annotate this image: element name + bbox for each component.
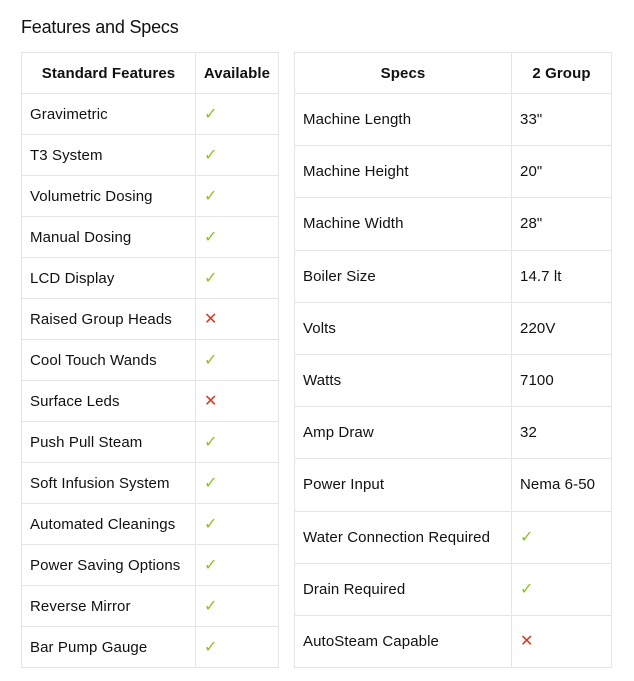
features-header-row: [22, 53, 279, 94]
spec-value: Nema 6-50: [512, 459, 612, 511]
feature-row: [22, 217, 279, 258]
feature-name: Manual Dosing: [22, 217, 196, 258]
page-title: Features and Specs: [21, 17, 179, 37]
spec-row: [295, 354, 612, 406]
feature-availability: [196, 422, 279, 463]
feature-name: Surface Leds: [22, 381, 196, 422]
checkmark-icon: ✓: [204, 269, 218, 287]
cross-icon: ✕: [204, 392, 218, 410]
feature-availability: [196, 463, 279, 504]
group-column-header: 2 Group: [512, 53, 612, 94]
spec-value: 14.7 lt: [512, 250, 612, 302]
spec-row: [295, 563, 612, 615]
checkmark-icon: ✓: [204, 146, 218, 164]
feature-row: [22, 94, 279, 135]
feature-row: [22, 381, 279, 422]
feature-availability: [196, 586, 279, 627]
available-column-header: Available: [196, 53, 279, 94]
spec-value: 20": [512, 146, 612, 198]
feature-row: [22, 463, 279, 504]
feature-row: [22, 586, 279, 627]
checkmark-icon: ✓: [204, 228, 218, 246]
spec-name: Machine Width: [295, 198, 512, 250]
feature-name: Power Saving Options: [22, 545, 196, 586]
spec-row: [295, 250, 612, 302]
checkmark-icon: ✓: [204, 105, 218, 123]
specs-column-header: Specs: [295, 53, 512, 94]
feature-name: Automated Cleanings: [22, 504, 196, 545]
feature-name: Gravimetric: [22, 94, 196, 135]
checkmark-icon: ✓: [520, 580, 534, 598]
specs-header-row: [295, 53, 612, 94]
feature-name: Soft Infusion System: [22, 463, 196, 504]
checkmark-icon: ✓: [204, 433, 218, 451]
spec-name: Machine Height: [295, 146, 512, 198]
feature-availability: [196, 504, 279, 545]
cross-icon: ✕: [520, 632, 534, 650]
feature-name: LCD Display: [22, 258, 196, 299]
cross-icon: ✕: [204, 310, 218, 328]
feature-row: [22, 627, 279, 668]
features-table: [21, 52, 279, 668]
spec-name: Volts: [295, 302, 512, 354]
spec-name: AutoSteam Capable: [295, 615, 512, 667]
feature-name: Reverse Mirror: [22, 586, 196, 627]
feature-availability: [196, 135, 279, 176]
spec-name: Drain Required: [295, 563, 512, 615]
feature-availability: [196, 217, 279, 258]
spec-value: 28": [512, 198, 612, 250]
checkmark-icon: ✓: [204, 638, 218, 656]
spec-name: Power Input: [295, 459, 512, 511]
feature-row: [22, 135, 279, 176]
checkmark-icon: ✓: [204, 597, 218, 615]
feature-row: [22, 258, 279, 299]
checkmark-icon: ✓: [204, 515, 218, 533]
feature-name: Cool Touch Wands: [22, 340, 196, 381]
feature-row: [22, 176, 279, 217]
feature-row: [22, 340, 279, 381]
spec-name: Machine Length: [295, 94, 512, 146]
feature-availability: [196, 258, 279, 299]
spec-row: [295, 94, 612, 146]
feature-name: Bar Pump Gauge: [22, 627, 196, 668]
feature-row: [22, 545, 279, 586]
spec-row: [295, 459, 612, 511]
feature-row: [22, 504, 279, 545]
spec-row: [295, 407, 612, 459]
checkmark-icon: ✓: [520, 528, 534, 546]
feature-availability: [196, 176, 279, 217]
feature-name: Push Pull Steam: [22, 422, 196, 463]
feature-availability: [196, 94, 279, 135]
feature-availability: [196, 299, 279, 340]
spec-row: [295, 302, 612, 354]
feature-name: Raised Group Heads: [22, 299, 196, 340]
spec-value: 32: [512, 407, 612, 459]
spec-row: [295, 615, 612, 667]
feature-name: Volumetric Dosing: [22, 176, 196, 217]
features-column-header: Standard Features: [22, 53, 196, 94]
feature-row: [22, 422, 279, 463]
checkmark-icon: ✓: [204, 187, 218, 205]
spec-value: [512, 563, 612, 615]
feature-availability: [196, 340, 279, 381]
specs-table: [294, 52, 612, 668]
checkmark-icon: ✓: [204, 556, 218, 574]
feature-availability: [196, 627, 279, 668]
spec-row: [295, 198, 612, 250]
feature-availability: [196, 381, 279, 422]
spec-name: Boiler Size: [295, 250, 512, 302]
spec-name: Watts: [295, 354, 512, 406]
checkmark-icon: ✓: [204, 474, 218, 492]
spec-name: Water Connection Required: [295, 511, 512, 563]
spec-value: [512, 511, 612, 563]
spec-value: 220V: [512, 302, 612, 354]
spec-name: Amp Draw: [295, 407, 512, 459]
feature-availability: [196, 545, 279, 586]
checkmark-icon: ✓: [204, 351, 218, 369]
spec-row: [295, 146, 612, 198]
feature-name: T3 System: [22, 135, 196, 176]
spec-value: 7100: [512, 354, 612, 406]
spec-row: [295, 511, 612, 563]
feature-row: [22, 299, 279, 340]
spec-value: [512, 615, 612, 667]
spec-value: 33": [512, 94, 612, 146]
